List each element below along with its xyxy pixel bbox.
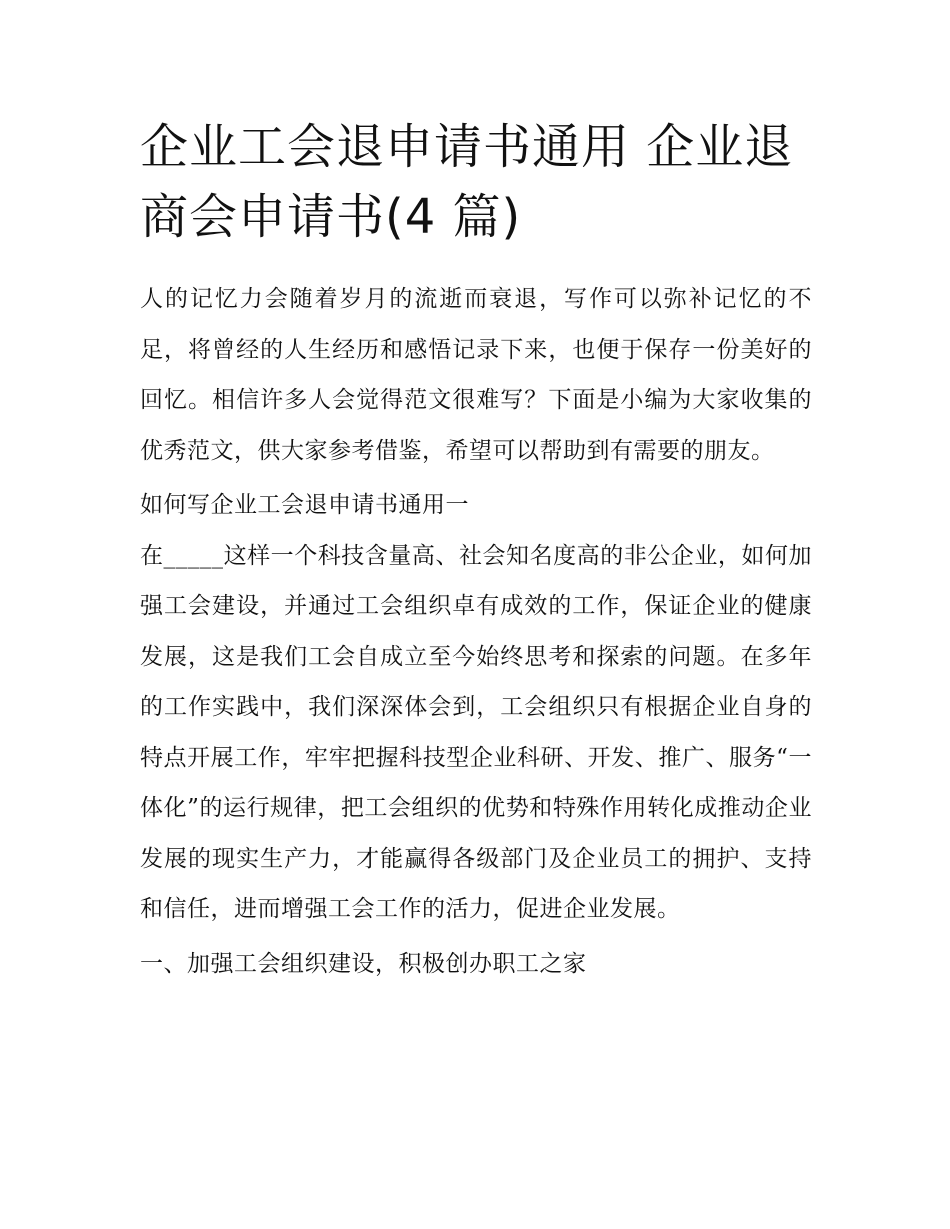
document-title: 企业工会退申请书通用 企业退商会申请书(4 篇) [140, 119, 794, 245]
subheading: 如何写企业工会退申请书通用一 [140, 492, 469, 518]
body-paragraph: 在_____这样一个科技含量高、社会知名度高的非公企业，如何加强工会建设，并通过工会组织卓有成效的工作，保证企业的健康发展，这是我们工会自成立至今始终思考和探索的问题。在多年的工作实践中，我们深深体会到，工会组织只有根据企业自身的特点开展工作，牢牢把握科技型企业科研、开发、推广、服务“一体化”的运行规律，把工会组织的优势和特殊作用转化成推动企业发展的现实生产力，才能赢得各级部门及企业员工的拥护、支持和信任，进而增强工会工作的活力，促进企业发展。 [140, 542, 812, 922]
intro-paragraph: 人的记忆力会随着岁月的流逝而衰退，写作可以弥补记忆的不足，将曾经的人生经历和感悟记录下来，也便于保存一份美好的回忆。相信许多人会觉得范文很难写？下面是小编为大家收集的优秀范文，供大家参考借鉴，希望可以帮助到有需要的朋友。 [140, 286, 812, 464]
document-page [140, 112, 812, 989]
section-heading: 一、加强工会组织建设，积极创办职工之家 [140, 950, 587, 977]
